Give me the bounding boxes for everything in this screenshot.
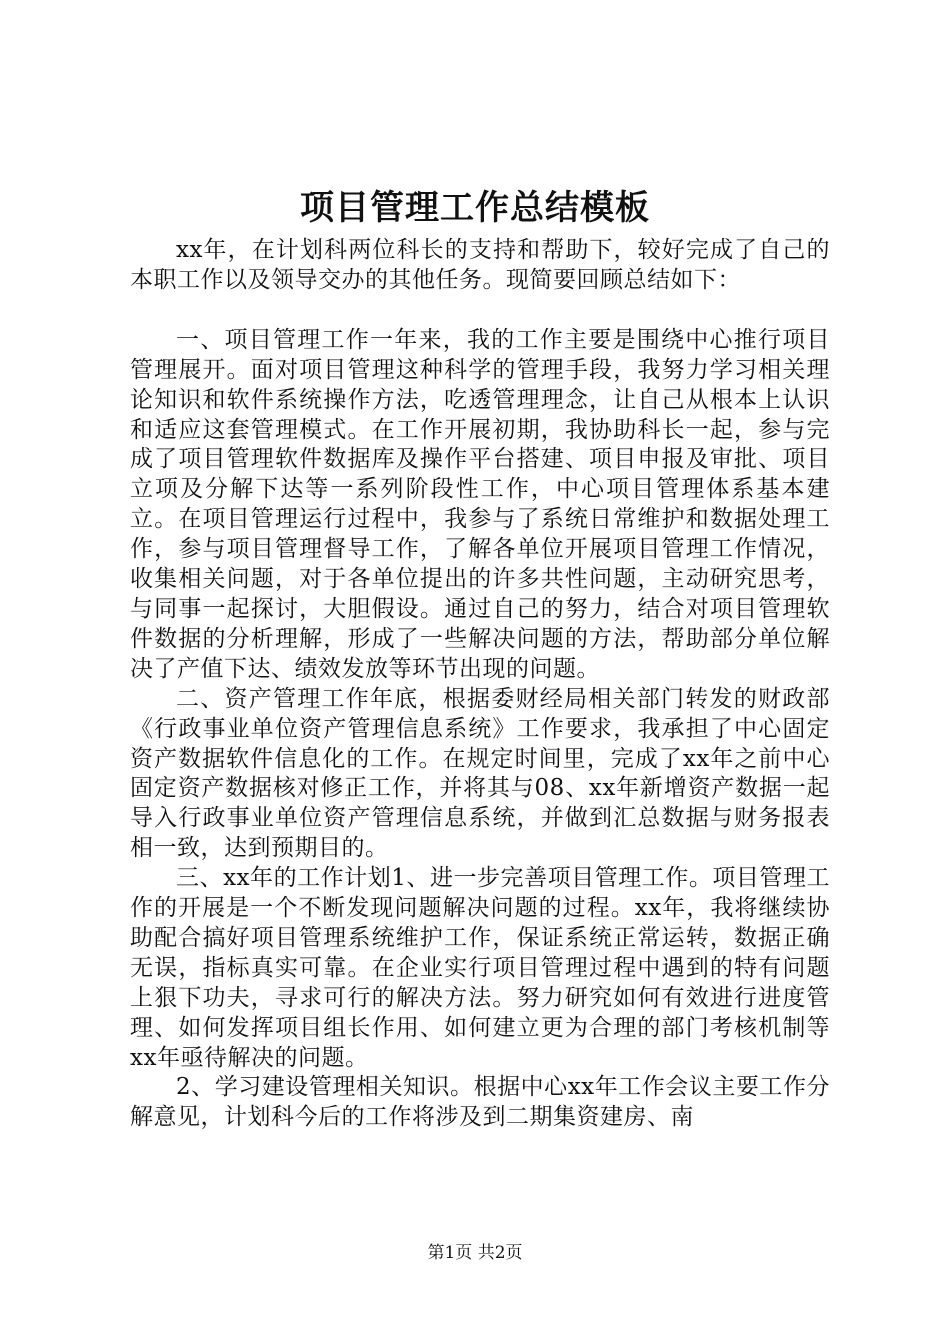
paragraph-project-management: 一、项目管理工作一年来，我的工作主要是围绕中心推行项目管理展开。面对项目管理这种科学的管理手段，我努力学习相关理论知识和软件系统操作方法，吃透管理理念，让自己从根本上认识和适应这套管理模式。在工作开展初期，我协助科长一起，参与完成了项目管理软件数据库及操作平台搭建、项目申报及审批、项目立项及分解下达等一系列阶段性工作，中心项目管理体系基本建立。在项目管理运行过程中，我参与了系统日常维护和数据处理工作，参与项目管理督导工作，了解各单位开展项目管理工作情况，收集相关问题，对于各单位提出的许多共性问题，主动研究思考，与同事一起探讨，大胆假设。通过自己的努力，结合对项目管理软件数据的分析理解，形成了一些解决问题的方法，帮助部分单位解决了产值下达、绩效发放等环节出现的问题。	[130, 326, 830, 682]
paragraph-work-plan: 三、xx年的工作计划1、进一步完善项目管理工作。项目管理工作的开展是一个不断发现问题解决问题的过程。xx年，我将继续协助配合搞好项目管理系统维护工作，保证系统正常运转，数据正确无误，指标真实可靠。在企业实行项目管理过程中遇到的特有问题上狠下功夫，寻求可行的解决方法。努力研究如何有效进行进度管理、如何发挥项目组长作用、如何建立更为合理的部门考核机制等xx年亟待解决的问题。	[130, 865, 830, 1071]
document-title: 项目管理工作总结模板	[300, 188, 650, 228]
paragraph-spacer	[130, 296, 830, 326]
paragraph-study-construction: 2、学习建设管理相关知识。根据中心xx年工作会议主要工作分解意见，计划科今后的工作将涉及到二期集资建房、南	[130, 1074, 830, 1131]
paragraph-asset-management: 二、资产管理工作年底，根据委财经局相关部门转发的财政部《行政事业单位资产管理信息系统》工作要求，我承担了中心固定资产数据软件信息化的工作。在规定时间里，完成了xx年之前中心固定资产数据核对修正工作，并将其与08、xx年新增资产数据一起导入行政事业单位资产管理信息系统，并做到汇总数据与财务报表相一致，达到预期目的。	[130, 685, 830, 862]
document-body	[130, 236, 830, 1133]
page-footer: 第1页 共2页	[427, 1243, 523, 1263]
paragraph-intro: xx年，在计划科两位科长的支持和帮助下，较好完成了自己的本职工作以及领导交办的其他任务。现简要回顾总结如下：	[130, 237, 830, 293]
